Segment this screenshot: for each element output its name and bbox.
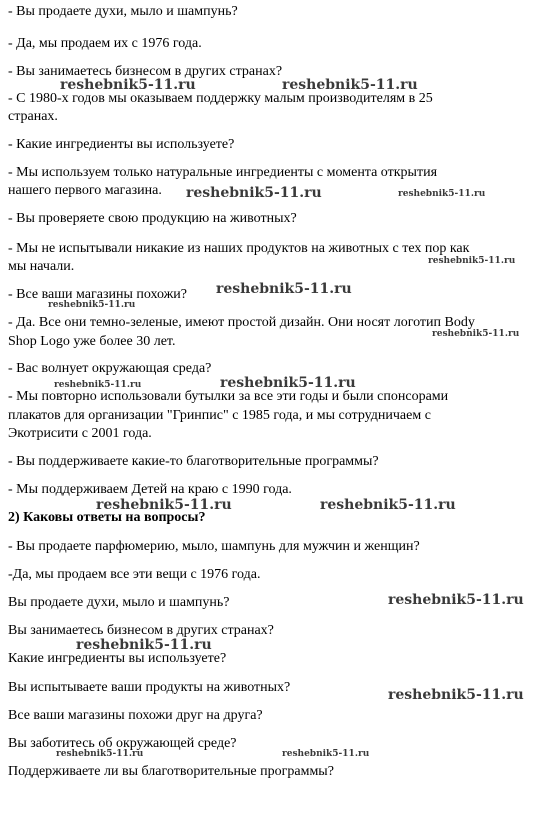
text-line: -Да, мы продаем все эти вещи с 1976 года.	[8, 567, 261, 582]
watermark: reshebnik5-11.ru	[432, 329, 520, 339]
text-line: нашего первого магазина.	[8, 183, 162, 198]
text-line: Вы заботитесь об окружающей среде?	[8, 736, 237, 751]
text-line: - Все ваши магазины похожи?	[8, 287, 188, 302]
text-line: - Вы проверяете свою продукцию на животных?	[8, 211, 297, 226]
text-line: - Мы повторно использовали бутылки за все эти годы и были спонсорами	[8, 389, 449, 404]
text-line: - Мы поддерживаем Детей на краю с 1990 года.	[8, 482, 292, 497]
watermark: reshebnik5-11.ru	[388, 592, 524, 608]
watermark: reshebnik5-11.ru	[54, 380, 142, 390]
watermark: reshebnik5-11.ru	[388, 687, 524, 703]
watermark: reshebnik5-11.ru	[220, 375, 356, 391]
watermark: reshebnik5-11.ru	[60, 77, 196, 93]
text-line: Вы занимаетесь бизнесом в других странах?	[8, 623, 274, 638]
text-line: Вы продаете духи, мыло и шампунь?	[8, 595, 230, 610]
watermark: reshebnik5-11.ru	[428, 256, 516, 266]
text-line: Все ваши магазины похожи друг на друга?	[8, 708, 263, 723]
watermark: reshebnik5-11.ru	[398, 189, 486, 199]
text-line: - Вас волнует окружающая среда?	[8, 361, 212, 376]
watermark: reshebnik5-11.ru	[282, 749, 370, 759]
text-line: странах.	[8, 109, 58, 124]
watermark: reshebnik5-11.ru	[282, 77, 418, 93]
text-line: - Да, мы продаем их с 1976 года.	[8, 36, 202, 51]
text-line: - Мы не испытывали никакие из наших продуктов на животных с тех пор как	[8, 241, 470, 256]
text-line: Экотрисити с 2001 года.	[8, 426, 152, 441]
text-line: Shop Logo уже более 30 лет.	[8, 334, 176, 349]
text-line: Поддерживаете ли вы благотворительные программы?	[8, 764, 334, 779]
watermark: reshebnik5-11.ru	[96, 497, 232, 513]
text-line: - С 1980-х годов мы оказываем поддержку малым производителям в 25	[8, 91, 433, 106]
watermark: reshebnik5-11.ru	[56, 749, 144, 759]
text-line: - Вы поддерживаете какие-то благотворительные программы?	[8, 454, 379, 469]
text-line: мы начали.	[8, 259, 75, 274]
watermark: reshebnik5-11.ru	[76, 637, 212, 653]
text-line: - Вы продаете парфюмерию, мыло, шампунь для мужчин и женщин?	[8, 539, 420, 554]
text-line: - Да. Все они темно-зеленые, имеют простой дизайн. Они носят логотип Body	[8, 315, 475, 330]
watermark: reshebnik5-11.ru	[216, 281, 352, 297]
text-line: Вы испытываете ваши продукты на животных?	[8, 680, 291, 695]
text-line: - Какие ингредиенты вы используете?	[8, 137, 235, 152]
text-line: - Вы продаете духи, мыло и шампунь?	[8, 4, 238, 19]
text-line: Какие ингредиенты вы используете?	[8, 651, 227, 666]
watermark: reshebnik5-11.ru	[186, 185, 322, 201]
section-heading: 2) Каковы ответы на вопросы?	[8, 510, 206, 525]
text-line: плакатов для организации "Гринпис" с 1985 года, и мы сотрудничаем с	[8, 408, 431, 423]
watermark: reshebnik5-11.ru	[48, 300, 136, 310]
text-line: - Вы занимаетесь бизнесом в других странах?	[8, 64, 283, 79]
watermark: reshebnik5-11.ru	[320, 497, 456, 513]
text-line: - Мы используем только натуральные ингредиенты с момента открытия	[8, 165, 438, 180]
